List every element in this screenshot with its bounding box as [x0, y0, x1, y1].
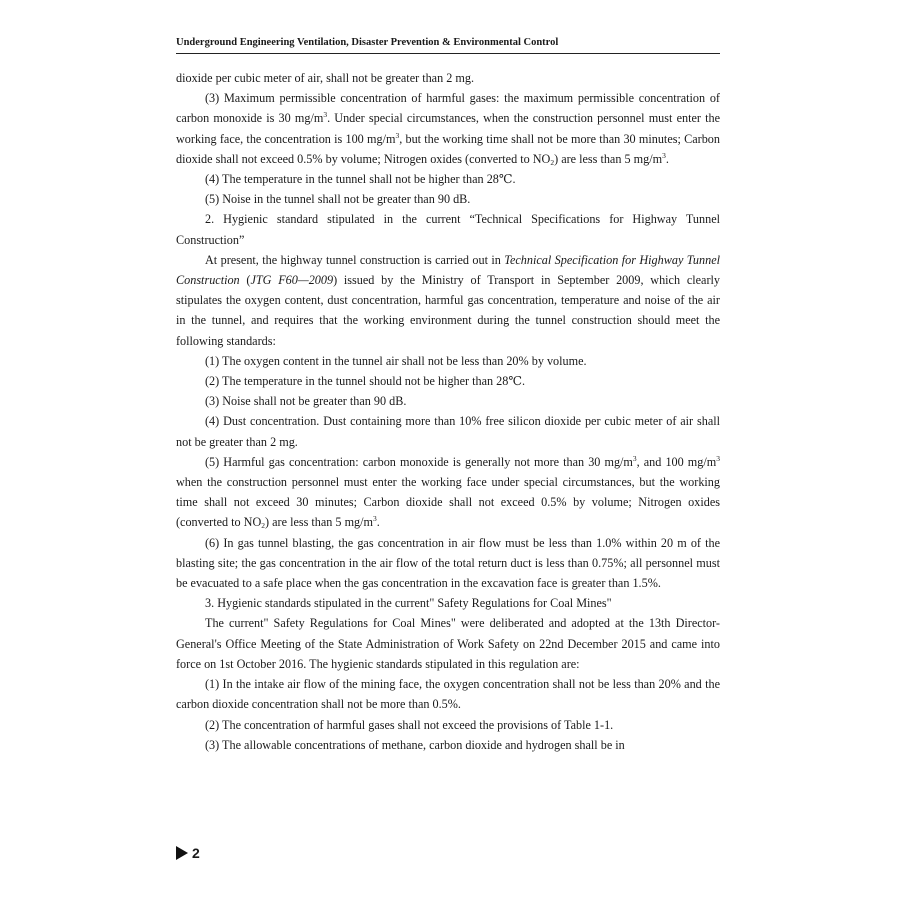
paragraph: The current" Safety Regulations for Coal Mines" were deliberated and adopted at the 13th Director-General's Office Meeting of the State Administration of Work Safety on 22nd December 2015 and came into force on 1st October 2016. The hygienic standards stipulated in this regulation are:: [176, 616, 720, 671]
paragraph: (2) The temperature in the tunnel should not be higher than 28℃.: [205, 374, 526, 389]
standard-code: JTG F60—2009: [250, 273, 334, 288]
paragraph: dioxide per cubic meter of air, shall not be greater than 2 mg.: [176, 71, 474, 85]
page-marker-arrow-icon: [176, 846, 188, 860]
paragraph: (4) Dust concentration. Dust containing more than 10% free silicon dioxide per cubic meter of air shall not be greater than 2 mg.: [176, 414, 720, 449]
paragraph: At present, the highway tunnel construction is carried out in Technical Specification for Highway Tunnel Construction (JTG F60—2009) issued by the Ministry of Transport in September 2009, which clearly stipulates the oxygen content, dust concentration, harmful gas concentration, temperature and noise of the air in the tunnel, and requires that the working environment during the tunnel construction should meet the following standards:: [176, 252, 720, 348]
paragraph: (3) Maximum permissible concentration of harmful gases: the maximum permissible concentration of carbon monoxide is 30 $mg/m^3$. Under special circumstances, when the construction personnel must enter the working face, the concentration is 100 $mg/m^3$, but the working time shall not be more than 30 minutes; Carbon dioxide shall not exceed 0.5% by volume; Nitrogen oxides (converted to $NO_2$) are less than 5 $mg/m^3$.: [176, 91, 720, 167]
running-header: Underground Engineering Ventilation, Disaster Prevention & Environmental Control: [176, 37, 559, 48]
section-heading: 3. Hygienic standards stipulated in the current" Safety Regulations for Coal Mines": [205, 596, 612, 611]
section-heading: 2. Hygienic standard stipulated in the current “Technical Specifications for Highway Tunnel Construction”: [176, 212, 720, 247]
paragraph: (5) Noise in the tunnel shall not be greater than 90 dB.: [205, 192, 471, 207]
paragraph: (5) Harmful gas concentration: carbon monoxide is generally not more than 30 $mg/m^3$, and 100 $mg/m^3$ when the construction personnel must enter the working face under special circumstances, but the working time shall not exceed 30 minutes; Carbon dioxide shall not exceed 0.5% by volume; Nitrogen oxides (converted to $NO_2$) are less than 5 $mg/m^3$.: [176, 453, 720, 531]
paragraph: (2) The concentration of harmful gases shall not exceed the provisions of Table 1-1.: [205, 717, 614, 732]
paragraph: (3) Noise shall not be greater than 90 dB.: [205, 394, 407, 409]
paragraph: (4) The temperature in the tunnel shall not be higher than 28℃.: [205, 172, 516, 187]
paragraph: (1) The oxygen content in the tunnel air shall not be less than 20% by volume.: [205, 353, 587, 368]
paragraph: (6) In gas tunnel blasting, the gas concentration in air flow must be less than 1.0% within 20 m of the blasting site; the gas concentration in the air flow of the total return duct is less than 0.75%; all personnel must be evacuated to a safe place when the gas concentration in the excavation face is greater than 1.5%.: [176, 535, 720, 591]
paragraph: (3) The allowable concentrations of methane, carbon dioxide and hydrogen shall be in: [205, 737, 625, 752]
cited-title: Technical Specification for Highway Tunnel Construction: [176, 252, 720, 288]
page-number: 2: [192, 845, 200, 861]
header-rule: [176, 53, 720, 54]
body-text: [176, 68, 720, 755]
page-folio: [176, 845, 200, 861]
paragraph: (1) In the intake air flow of the mining face, the oxygen concentration shall not be less than 20% and the carbon dioxide concentration shall not be more than 0.5%.: [176, 677, 720, 712]
